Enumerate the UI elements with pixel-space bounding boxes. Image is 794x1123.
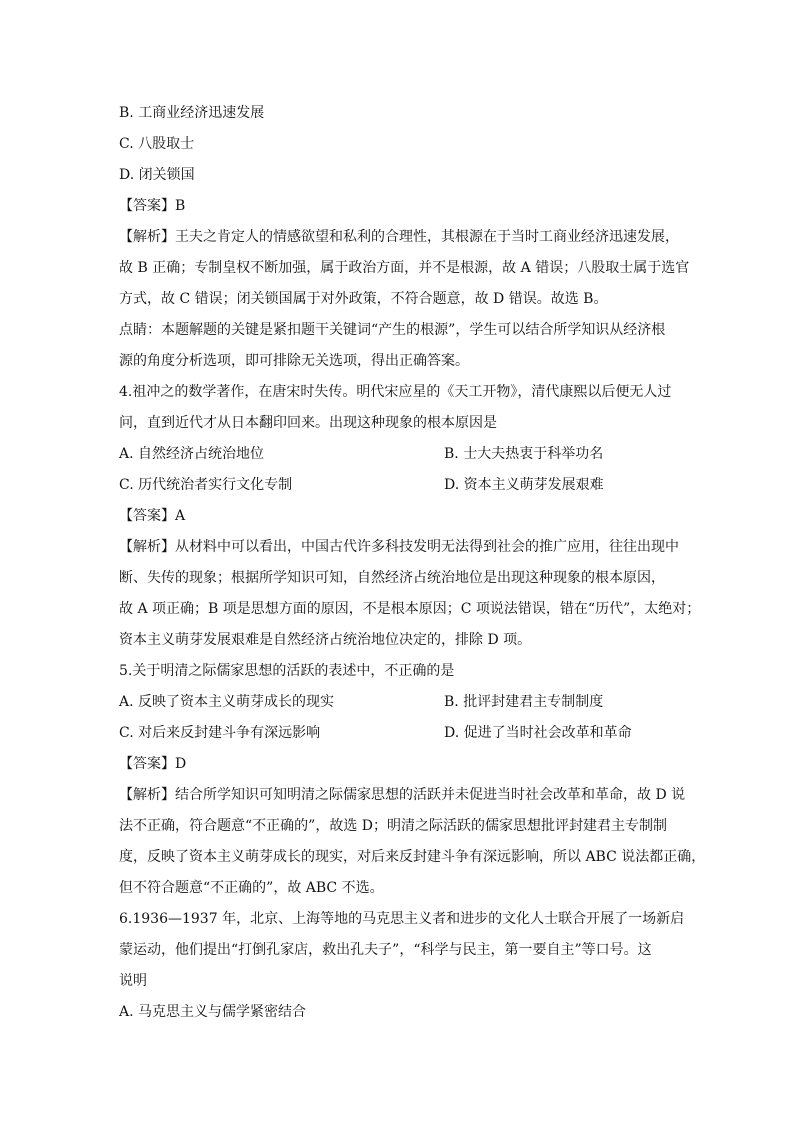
analysis-line: 【解析】王夫之肯定人的情感欲望和私利的合理性，其根源在于当时工商业经济迅速发展，	[119, 229, 679, 245]
option-b: B. 工商业经济迅速发展	[119, 105, 265, 121]
option-a: A. 马克思主义与儒学紧密结合	[119, 1004, 307, 1020]
question-stem: 6.1936—1937 年，北京、上海等地的马克思主义者和进步的文化人士联合开展了一场新启	[119, 911, 685, 927]
question-stem: 蒙运动，他们提出“打倒孔家店，救出孔夫子”，“科学与民主，第一要自主”等口号。这	[119, 942, 652, 958]
option-a: A. 自然经济占统治地位	[119, 446, 265, 462]
question-stem: 4.祖冲之的数学著作，在唐宋时失传。明代宋应星的《天工开物》，清代康熙以后便无人过	[119, 384, 672, 400]
option-d: D. 促进了当时社会改革和革命	[444, 725, 632, 741]
analysis-line: 方式，故 C 错误；闭关锁国属于对外政策，不符合题意，故 D 错误。故选 B。	[119, 291, 608, 307]
option-c: C. 历代统治者实行文化专制	[119, 477, 293, 493]
answer-label: 【答案】A	[119, 508, 186, 524]
option-b: B. 士大夫热衷于科举功名	[444, 446, 604, 462]
tip-line: 源的角度分析选项，即可排除无关选项，得出正确答案。	[119, 353, 469, 369]
question-stem: 问，直到近代才从日本翻印回来。出现这种现象的根本原因是	[119, 415, 497, 431]
option-b: B. 批评封建君主专制制度	[444, 694, 604, 710]
option-d: D. 闭关锁国	[119, 167, 195, 183]
analysis-line: 度，反映了资本主义萌芽成长的现实，对后来反封建斗争有深远影响，所以 ABC 说法都正确，	[119, 849, 706, 865]
analysis-line: 资本主义萌芽发展艰难是自然经济占统治地位决定的，排除 D 项。	[119, 632, 532, 648]
question-stem: 5.关于明清之际儒家思想的活跃的表述中，不正确的是	[119, 663, 455, 679]
question-stem: 说明	[119, 973, 147, 989]
answer-label: 【答案】D	[119, 756, 187, 772]
tip-line: 点睛：本题解题的关键是紧扣题干关键词“产生的根源”，学生可以结合所学知识从经济根	[119, 322, 666, 338]
analysis-line: 故 A 项正确；B 项是思想方面的原因，不是根本原因；C 项说法错误，错在“历代”，太绝对；	[119, 601, 701, 617]
option-a: A. 反映了资本主义萌芽成长的现实	[119, 694, 335, 710]
analysis-line: 故 B 正确；专制皇权不断加强，属于政治方面，并不是根源，故 A 错误；八股取士属于选官	[119, 260, 690, 276]
answer-label: 【答案】B	[119, 198, 186, 214]
analysis-line: 【解析】结合所学知识可知明清之际儒家思想的活跃并未促进当时社会改革和革命，故 D 说	[119, 787, 686, 803]
analysis-line: 【解析】从材料中可以看出，中国古代许多科技发明无法得到社会的推广应用，往往出现中	[119, 539, 679, 555]
option-d: D. 资本主义萌芽发展艰难	[444, 477, 604, 493]
analysis-line: 断、失传的现象；根据所学知识可知，自然经济占统治地位是出现这种现象的根本原因，	[119, 570, 665, 586]
option-c: C. 八股取士	[119, 136, 195, 152]
option-c: C. 对后来反封建斗争有深远影响	[119, 725, 321, 741]
analysis-line: 法不正确，符合题意“不正确的”，故选 D；明清之际活跃的儒家思想批评封建君主专制制	[119, 818, 667, 834]
analysis-line: 但不符合题意“不正确的”，故 ABC 不选。	[119, 880, 384, 896]
